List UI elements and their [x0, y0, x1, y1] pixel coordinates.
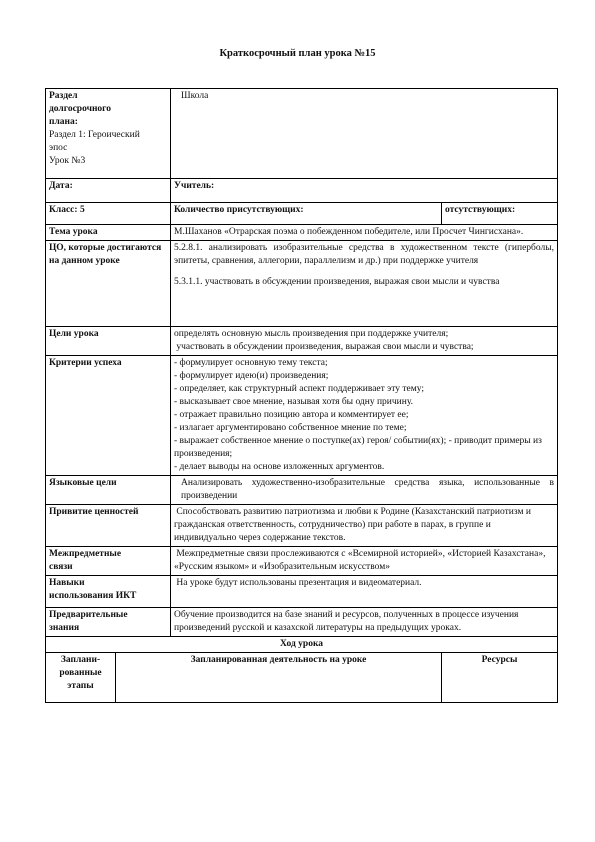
- ict-row: [46, 576, 558, 608]
- criteria-item: - формулирует идею(и) произведения;: [174, 371, 329, 381]
- criteria-list: [171, 356, 558, 476]
- criteria-row: [46, 356, 558, 476]
- criteria-item: - делает выводы на основе изложенных аргументов.: [174, 462, 385, 472]
- absent-label: отсутствующих:: [442, 203, 558, 225]
- language-goals-value: Анализировать художественно-изобразительные средства языка, использованные в произведении: [171, 476, 558, 505]
- cross-links-label: Межпредметные связи: [46, 547, 171, 576]
- values-label: Привитие ценностей: [46, 505, 171, 547]
- cross-links-value: Межпредметные связи прослеживаются с «Всемирной историей», «Историей Казахстана», «Русским языком» и «Изобразительным искусством»: [171, 547, 558, 576]
- criteria-item: - высказывает свое мнение, называя хотя бы одну причину.: [174, 397, 413, 407]
- ict-label: Навыки использования ИКТ: [46, 576, 171, 608]
- section-label: Раздел долгосрочного плана: Раздел 1: Героический эпос Урок №3: [46, 89, 171, 179]
- course-heading-row: [46, 637, 558, 653]
- prior-knowledge-value: Обучение производится на базе знаний и ресурсов, полученных в процессе изучения произведений русской и казахской литературы на предыдущих уроках.: [171, 608, 558, 637]
- ict-value: На уроке будут использованы презентация и видеоматериал.: [171, 576, 558, 608]
- class-label: Класс: 5: [46, 203, 171, 225]
- school-cell: Школа: [171, 89, 558, 179]
- course-columns-row: [46, 653, 558, 703]
- language-goals-row: [46, 476, 558, 505]
- lesson-goals-value: определять основную мысль произведения при поддержке учителя; участвовать в обсуждении произведения, выражая свои мысли и чувства;: [171, 327, 558, 356]
- date-label: Дата:: [46, 179, 171, 203]
- criteria-item: - формулирует основную тему текста;: [174, 358, 328, 368]
- criteria-item: - излагает аргументировано собственное мнение по теме;: [174, 423, 407, 433]
- learning-goals-value: 5.2.8.1. анализировать изобразительные средства в художественном тексте (гиперболы, эпитеты, сравнения, аллегории, параллелизм и др.) при поддержке учителя 5.3.1.1. участвовать в обсуждении произведения, выражая свои мысли и чувства: [171, 241, 558, 327]
- lesson-plan-table: [45, 88, 558, 703]
- criteria-item: - отражает правильно позицию автора и комментирует ее;: [174, 410, 409, 420]
- stages-header: Заплани- рованные этапы: [46, 653, 116, 703]
- lesson-goals-row: [46, 327, 558, 356]
- cross-links-row: [46, 547, 558, 576]
- language-goals-label: Языковые цели: [46, 476, 171, 505]
- topic-row: [46, 225, 558, 241]
- prior-knowledge-label: Предварительные знания: [46, 608, 171, 637]
- topic-label: Тема урока: [46, 225, 171, 241]
- section-row: [46, 89, 558, 179]
- resources-header: Ресурсы: [442, 653, 558, 703]
- teacher-label: Учитель:: [171, 179, 558, 203]
- learning-goals-row: [46, 241, 558, 327]
- class-row: [46, 203, 558, 225]
- prior-knowledge-row: [46, 608, 558, 637]
- learning-goals-label: ЦО, которые достигаются на данном уроке: [46, 241, 171, 327]
- values-value: Способствовать развитию патриотизма и любви к Родине (Казахстанский патриотизм и гражданская ответственность, сотрудничество) при работе в парах, в группе и индивидуально через содержание текстов.: [171, 505, 558, 547]
- course-heading: Ход урока: [46, 637, 558, 653]
- criteria-item: - выражает собственное мнение о поступке(ах) героя/ событии(ях); - приводит примеры из произведения;: [174, 436, 542, 459]
- lesson-goals-label: Цели урока: [46, 327, 171, 356]
- activity-header: Запланированная деятельность на уроке: [116, 653, 442, 703]
- criteria-label: Критерии успеха: [46, 356, 171, 476]
- page-title: Краткосрочный план урока №15: [219, 48, 376, 59]
- present-label: Количество присутствующих:: [171, 203, 442, 225]
- values-row: [46, 505, 558, 547]
- criteria-item: - определяет, как структурный аспект поддерживает эту тему;: [174, 384, 425, 394]
- date-row: [46, 179, 558, 203]
- topic-value: М.Шаханов «Отрарская поэма о побежденном победителе, или Просчет Чингисхана».: [171, 225, 558, 241]
